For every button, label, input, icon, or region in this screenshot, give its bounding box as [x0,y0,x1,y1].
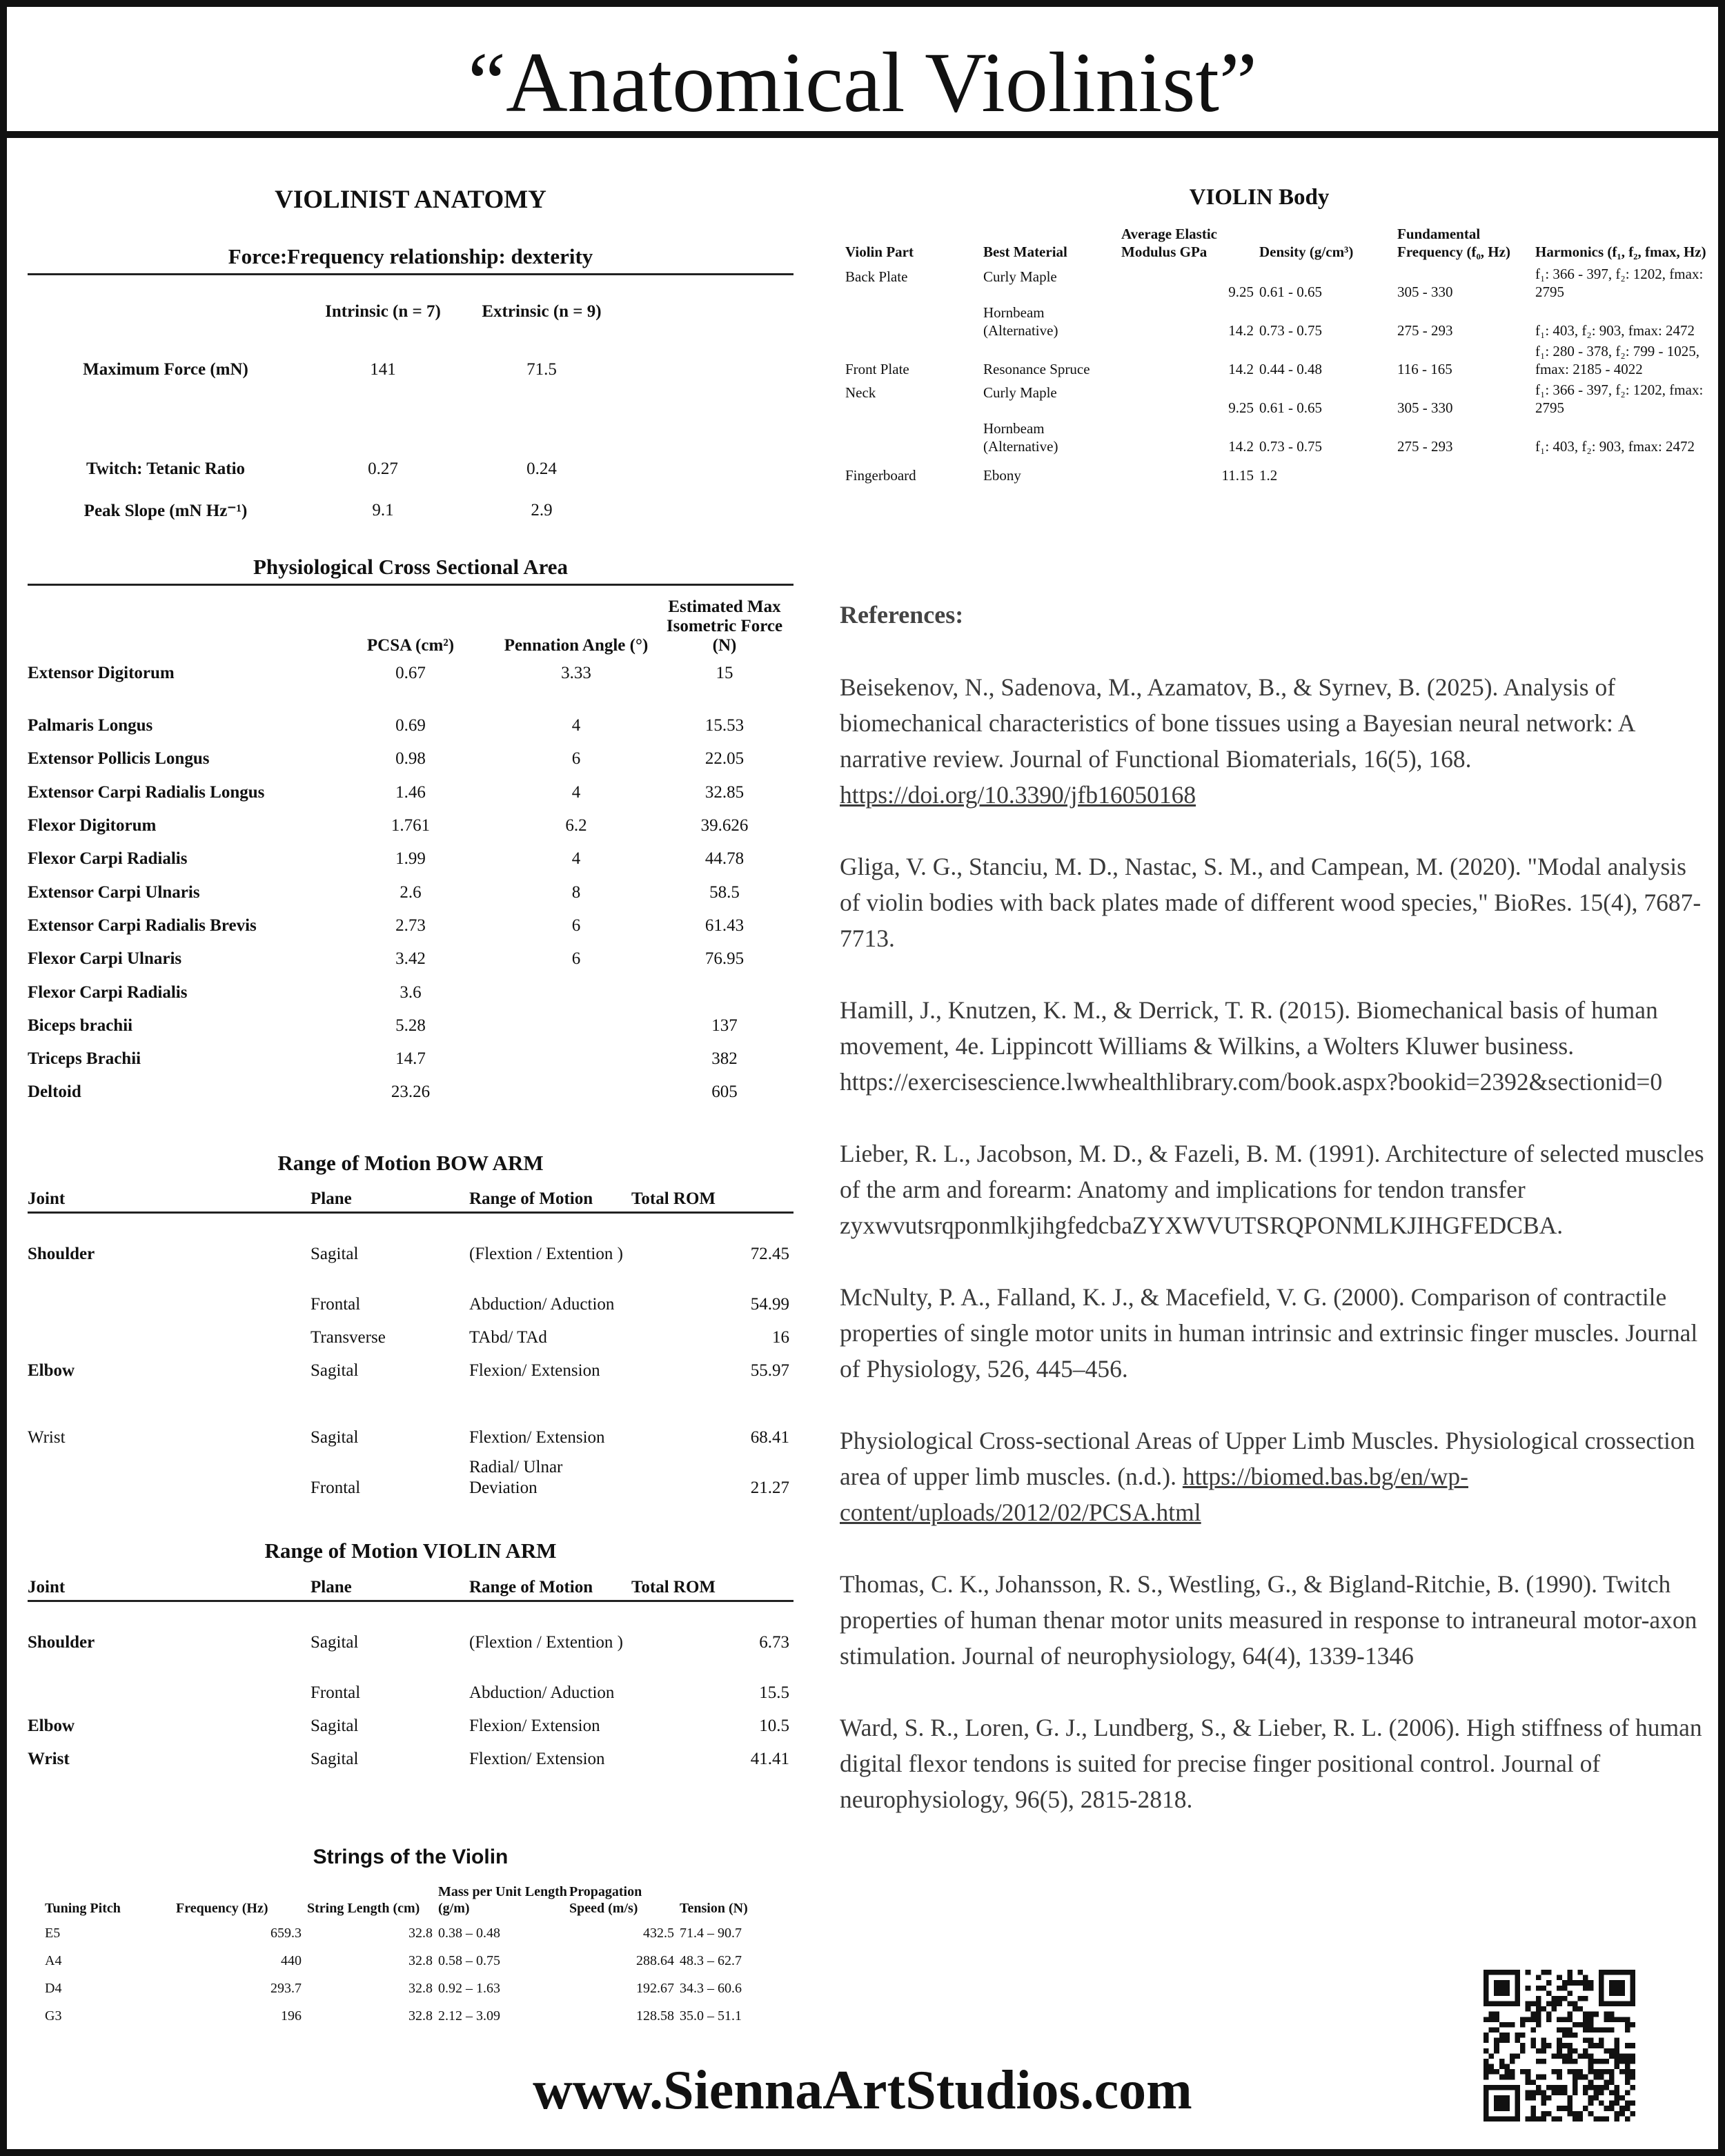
rom-plane: Frontal [310,1478,361,1497]
reference-text: Lieber, R. L., Jacobson, M. D., & Fazeli, B. M. (1991). Architecture of selected muscles of the arm and forearm: Anatomy and implications for tendon transfer zyxwvutsrqponmlkjihgfedcbaZYXWVUTSRQPONMLKJIHGFEDCBA. [840,1140,1704,1239]
rom-joint: Elbow [28,1361,75,1380]
pcsa-pennation: 6 [571,949,581,969]
pcsa-row [28,742,793,775]
pcsa-muscle-name: Extensor Carpi Radialis Brevis [28,916,257,935]
rom-violin-table [28,1575,793,1771]
string-pitch: G3 [45,2008,62,2024]
body-modulus: 9.25 [1228,399,1254,416]
rom-range: Abduction/ Aduction [469,1294,615,1314]
pcsa-pennation [497,1042,656,1076]
body-row [845,265,1708,304]
strings-col-pitch: Tuning Pitch [45,1901,121,1916]
force-row-intrinsic: 0.27 [368,459,398,478]
pcsa-pennation [497,1009,656,1042]
body-col-material: Best Material [983,244,1067,260]
pcsa-col-pcsa: PCSA (cm²) [366,636,455,655]
page-title: “Anatomical Violinist” [468,35,1257,130]
rom-joint: Shoulder [28,1632,95,1652]
pcsa-pennation: 3.33 [561,664,591,682]
string-mass: 0.38 – 0.48 [438,1925,500,1941]
pcsa-force: 22.05 [704,749,745,769]
reference-text: Gliga, V. G., Stanciu, M. D., Nastac, S. M., and Campean, M. (2020). "Modal analysis of violin bodies with back plates made of different wood species," BioRes. 15(4), 7687-7713. [840,853,1702,952]
pcsa-row [28,942,793,976]
string-frequency: 659.3 [270,1925,302,1941]
reference-item [840,849,1706,956]
force-col-extrinsic: Extrinsic (n = 9) [482,302,602,321]
rom-violin-header-row [28,1575,793,1601]
rom-joint [28,1266,310,1316]
pcsa-muscle-name: Triceps Brachii [28,1049,141,1069]
rom-total: 16 [772,1327,789,1347]
reference-link[interactable]: https://doi.org/10.3390/jfb16050168 [840,781,1196,809]
body-header-row [845,219,1708,265]
rom-joint [28,1316,310,1349]
violin-body-heading: VIOLIN Body [1189,185,1330,210]
body-material: Curly Maple [983,384,1057,401]
pcsa-value: 2.73 [395,916,426,935]
pcsa-pennation: 6 [571,916,581,935]
body-row [845,304,1708,342]
force-row-label: Maximum Force (mN) [83,360,248,379]
string-frequency: 196 [281,2008,302,2024]
body-harmonics: f₁: 403, f₂: 903, fmax: 2472 [1535,322,1695,339]
body-modulus: 14.2 [1228,361,1254,377]
rom-range: Flextion/ Extension [469,1749,605,1768]
pcsa-row [28,776,793,809]
force-row-extrinsic: 71.5 [526,360,557,379]
body-row [845,342,1708,381]
rom-bow-header-row [28,1187,793,1213]
footer-website: www.SiennaArtStudios.com [533,2060,1192,2121]
string-pitch: A4 [45,1952,62,1968]
pcsa-muscle-name: Deltoid [28,1082,81,1102]
rom-plane: Transverse [310,1327,386,1347]
body-density: 0.44 - 0.48 [1259,361,1322,377]
strings-col-speed: Propagation Speed (m/s) [569,1884,642,1916]
reference-item [840,1710,1706,1817]
reference-item [840,1279,1706,1387]
pcsa-pennation: 4 [571,849,581,869]
pcsa-rule [28,584,793,586]
body-part: Fingerboard [845,467,916,484]
body-modulus: 14.2 [1228,438,1254,455]
rom-total: 6.73 [759,1632,789,1652]
body-col-modulus: Average Elastic Modulus GPa [1121,226,1217,260]
body-density: 0.61 - 0.65 [1259,399,1322,416]
pcsa-col-muscle [28,586,324,660]
pcsa-muscle-name: Extensor Digitorum [28,664,175,682]
pcsa-value: 1.46 [395,782,426,802]
rom-range: (Flextion / Extention ) [469,1244,623,1263]
rom-plane: Sagital [310,1361,359,1380]
pcsa-muscle-name: Biceps brachii [28,1016,133,1035]
body-density: 0.73 - 0.75 [1259,438,1322,455]
rom-plane: Sagital [310,1749,359,1768]
rom-bow-table [28,1187,793,1500]
pcsa-pennation: 4 [571,782,581,802]
body-col-part: Violin Part [845,244,914,260]
pcsa-force: 382 [711,1049,738,1069]
rom-total: 10.5 [759,1716,789,1735]
rom-total: 41.41 [750,1749,789,1768]
pcsa-value: 0.69 [395,716,426,735]
string-row [45,1947,776,1975]
header-band [7,7,1718,138]
string-speed: 128.58 [636,2008,674,2024]
rom-row [28,1316,793,1349]
reference-item [840,1136,1706,1243]
pcsa-value: 3.42 [395,949,426,969]
string-pitch: E5 [45,1925,61,1941]
body-material: Resonance Spruce [983,361,1090,377]
rom-range: TAbd/ TAd [469,1327,547,1347]
rom-col-range: Range of Motion [469,1187,631,1213]
rom-col-total: Total ROM [631,1575,793,1601]
pcsa-value: 1.99 [395,849,426,869]
rom-range: Abduction/ Aduction [469,1683,615,1702]
rom-row [28,1383,793,1450]
pcsa-row [28,809,793,842]
reference-text: Thomas, C. K., Johansson, R. S., Westling, G., & Bigland-Ritchie, B. (1990). Twitch properties of human thenar motor units measured in response to intraneural motor-axon stimulation. Journal of neurophysiology, 64(4), 1339-1346 [840,1570,1697,1670]
string-tension: 34.3 – 60.6 [680,1980,742,1996]
force-row-intrinsic: 9.1 [372,501,394,520]
pcsa-force: 605 [711,1082,738,1102]
pcsa-pennation: 6.2 [565,816,587,835]
force-header-row [28,288,793,335]
pcsa-col-force: Estimated Max Isometric Force (N) [666,597,783,655]
rom-bow-heading: Range of Motion BOW ARM [277,1151,544,1175]
rom-plane: Sagital [310,1632,359,1652]
reference-item [840,1423,1706,1530]
pcsa-row [28,909,793,942]
strings-col-mass: Mass per Unit Length (g/m) [438,1884,567,1916]
body-harmonics: f₁: 366 - 397, f₂: 1202, fmax: 2795 [1535,266,1704,300]
pcsa-value: 0.67 [395,664,426,682]
string-tension: 48.3 – 62.7 [680,1952,742,1968]
body-density: 1.2 [1259,467,1278,484]
body-fundamental: 275 - 293 [1397,322,1453,339]
rom-row [28,1601,793,1654]
rom-row [28,1213,793,1266]
rom-row [28,1738,793,1771]
force-row-label: Twitch: Tetanic Ratio [86,459,246,478]
string-frequency: 293.7 [270,1980,302,1996]
body-density: 0.73 - 0.75 [1259,322,1322,339]
rom-col-plane: Plane [310,1575,469,1601]
body-part: Back Plate [845,268,908,285]
string-mass: 0.92 – 1.63 [438,1980,500,1996]
strings-heading: Strings of the Violin [313,1846,509,1868]
reference-item [840,992,1706,1100]
pcsa-value: 0.98 [395,749,426,769]
body-fundamental: 305 - 330 [1397,399,1453,416]
string-tension: 71.4 – 90.7 [680,1925,742,1941]
body-harmonics [1535,458,1708,487]
rom-total: 15.5 [759,1683,789,1702]
string-speed: 432.5 [643,1925,674,1941]
pcsa-value: 5.28 [395,1016,426,1035]
references-heading: References: [840,601,964,629]
string-length: 32.8 [408,1925,433,1941]
pcsa-force: 44.78 [704,849,745,869]
body-fundamental: 275 - 293 [1397,438,1453,455]
body-modulus: 14.2 [1228,322,1254,339]
rom-range: Radial/ Ulnar Deviation [469,1457,563,1497]
pcsa-value: 3.6 [400,982,422,1002]
violin-body-table [845,219,1708,487]
rom-total: 68.41 [750,1427,789,1447]
body-harmonics: f₁: 366 - 397, f₂: 1202, fmax: 2795 [1535,382,1704,416]
pcsa-value: 2.6 [400,882,422,902]
pcsa-row [28,660,793,709]
force-col-label [28,288,304,335]
force-row-extrinsic: 0.24 [526,459,557,478]
string-length: 32.8 [408,2008,433,2024]
string-speed: 192.67 [636,1980,674,1996]
force-row [28,335,793,404]
pcsa-pennation [497,1076,656,1109]
rom-range: Flexion/ Extension [469,1361,600,1380]
reference-text: Hamill, J., Knutzen, K. M., & Derrick, T. R. (2015). Biomechanical basis of human movement, 4e. Lippincott Williams & Wilkins, a Wolters Kluwer business. https://exercisescience.lwwhealthlibrary.com/book.aspx?bookid=2392&sectionid=0 [840,996,1663,1096]
rom-col-range: Range of Motion [469,1575,631,1601]
pcsa-value: 1.761 [391,816,431,835]
pcsa-row [28,876,793,909]
body-part [845,304,983,342]
pcsa-row [28,1076,793,1109]
reference-text: Ward, S. R., Loren, G. J., Lundberg, S., & Lieber, R. L. (2006). High stiffness of human digital flexor tendons is suited for precise finger positional control. Journal of neurophysiology, 96(5), 2815-2818. [840,1714,1702,1813]
pcsa-force: 58.5 [709,882,740,902]
pcsa-force: 15.53 [704,716,745,735]
force-col-intrinsic: Intrinsic (n = 7) [325,302,441,321]
reference-item [840,669,1706,813]
string-length: 32.8 [408,1952,433,1968]
rom-joint: Elbow [28,1716,75,1735]
anatomy-heading: VIOLINIST ANATOMY [275,186,546,214]
pcsa-muscle-name: Flexor Carpi Radialis [28,982,188,1002]
rom-total: 54.99 [750,1294,789,1314]
body-density: 0.61 - 0.65 [1259,284,1322,300]
body-fundamental: 305 - 330 [1397,284,1453,300]
rom-total: 21.27 [750,1478,789,1497]
rom-violin-heading: Range of Motion VIOLIN ARM [264,1539,557,1563]
body-modulus: 9.25 [1228,284,1254,300]
reference-text: McNulty, P. A., Falland, K. J., & Macefield, V. G. (2000). Comparison of contractile properties of single motor units in human intrinsic and extrinsic finger muscles. Journal of Physiology, 526, 445–456. [840,1283,1698,1383]
force-rule [28,273,793,275]
pcsa-pennation: 6 [571,749,581,769]
body-part: Neck [845,384,876,401]
body-col-density: Density (g/cm³) [1259,244,1354,260]
pcsa-force [656,976,793,1009]
pcsa-row [28,1042,793,1076]
string-speed: 288.64 [636,1952,674,1968]
body-fundamental: 116 - 165 [1397,361,1452,377]
force-heading: Force:Frequency relationship: dexterity [228,244,593,268]
string-row [45,2002,776,2030]
pcsa-force: 32.85 [704,782,745,802]
rom-total: 55.97 [750,1361,789,1380]
rom-row [28,1266,793,1316]
rom-row [28,1654,793,1705]
pcsa-pennation: 8 [571,882,581,902]
pcsa-row [28,842,793,876]
force-col-blank [621,288,793,335]
string-row [45,1975,776,2002]
rom-joint [28,1450,310,1500]
pcsa-col-pennation: Pennation Angle (°) [504,636,649,655]
rom-plane: Frontal [310,1294,361,1314]
rom-row [28,1450,793,1500]
rom-range: (Flextion / Extention ) [469,1632,623,1652]
body-harmonics: f₁: 403, f₂: 903, fmax: 2472 [1535,438,1695,455]
reference-text: Beisekenov, N., Sadenova, M., Azamatov, B., & Syrnev, B. (2025). Analysis of biomechanical characteristics of bone tissues using a Bayesian neural network: A narrative review. Journal of Functional Biomaterials, 16(5), 168. [840,673,1635,773]
rom-col-plane: Plane [310,1187,469,1213]
body-part: Front Plate [845,361,909,377]
force-row-label: Peak Slope (mN Hz⁻¹) [83,502,248,520]
pcsa-force: 15 [716,664,733,682]
body-row [845,419,1708,458]
string-tension: 35.0 – 51.1 [680,2008,742,2024]
force-row-intrinsic: 141 [370,360,396,379]
pcsa-heading: Physiological Cross Sectional Area [253,555,569,579]
rom-range: Flextion/ Extension [469,1427,605,1447]
pcsa-pennation: 4 [571,716,581,735]
pcsa-muscle-name: Extensor Carpi Radialis Longus [28,782,265,802]
pcsa-force: 61.43 [704,916,745,935]
string-length: 32.8 [408,1980,433,1996]
body-row [845,381,1708,419]
strings-col-length: String Length (cm) [307,1901,420,1916]
string-row [45,1919,776,1947]
pcsa-muscle-name: Extensor Pollicis Longus [28,749,210,769]
pcsa-force: 137 [711,1016,738,1035]
rom-col-joint: Joint [28,1187,310,1213]
rom-row [28,1705,793,1738]
force-row [28,487,793,534]
pcsa-value: 14.7 [395,1049,426,1069]
pcsa-muscle-name: Flexor Carpi Radialis [28,849,188,869]
strings-col-tension: Tension (N) [680,1901,748,1916]
body-material: Hornbeam (Alternative) [983,304,1058,339]
rom-plane: Frontal [310,1683,361,1702]
string-pitch: D4 [45,1980,62,1996]
rom-plane: Sagital [310,1716,359,1735]
rom-col-joint: Joint [28,1575,310,1601]
string-frequency: 440 [281,1952,302,1968]
body-modulus: 11.15 [1221,467,1254,484]
rom-joint: Shoulder [28,1244,95,1263]
rom-joint: Wrist [28,1427,66,1447]
body-material: Curly Maple [983,268,1057,285]
rom-range: Flexion/ Extension [469,1716,600,1735]
reference-link[interactable]: https://biomed.bas.bg/en/wp-content/uploads/2012/02/PCSA.html [840,1463,1468,1526]
body-row [845,458,1708,487]
string-mass: 2.12 – 3.09 [438,2008,500,2024]
body-col-harmonics: Harmonics (f₁, f₂, fmax, Hz) [1535,244,1706,260]
pcsa-table [28,586,793,1109]
reference-item [840,1566,1706,1674]
pcsa-value: 23.26 [391,1082,431,1102]
reference-text: Physiological Cross-sectional Areas of Upper Limb Muscles. Physiological crossection area of upper limb muscles. (n.d.). [840,1427,1695,1490]
strings-table [45,1877,776,2030]
pcsa-row [28,1009,793,1042]
body-part [845,419,983,458]
string-mass: 0.58 – 0.75 [438,1952,500,1968]
pcsa-muscle-name: Extensor Carpi Ulnaris [28,882,200,902]
pcsa-force: 39.626 [700,816,749,835]
force-row-extrinsic: 2.9 [531,501,553,520]
body-col-fundamental: Fundamental Frequency (f₀, Hz) [1397,226,1510,260]
pcsa-row [28,976,793,1009]
body-material: Ebony [983,467,1021,484]
rom-row [28,1349,793,1383]
strings-header-row [45,1877,776,1919]
rom-plane: Sagital [310,1427,359,1447]
pcsa-muscle-name: Flexor Digitorum [28,816,157,835]
pcsa-header-row [28,586,793,660]
rom-joint: Wrist [28,1749,70,1768]
body-fundamental [1397,458,1535,487]
references-list [840,669,1706,1853]
pcsa-pennation [497,976,656,1009]
rom-col-total: Total ROM [631,1187,793,1213]
force-row [28,404,793,487]
rom-plane: Sagital [310,1244,359,1263]
rom-joint [28,1654,310,1705]
pcsa-force: 76.95 [704,949,745,969]
body-harmonics: f₁: 280 - 378, f₂: 799 - 1025, fmax: 2185 - 4022 [1535,343,1700,377]
force-table [28,288,793,534]
body-material: Hornbeam (Alternative) [983,420,1058,455]
rom-total: 72.45 [750,1244,789,1263]
pcsa-muscle-name: Flexor Carpi Ulnaris [28,949,182,969]
pcsa-muscle-name: Palmaris Longus [28,716,153,735]
pcsa-row [28,709,793,742]
strings-col-frequency: Frequency (Hz) [176,1901,268,1916]
